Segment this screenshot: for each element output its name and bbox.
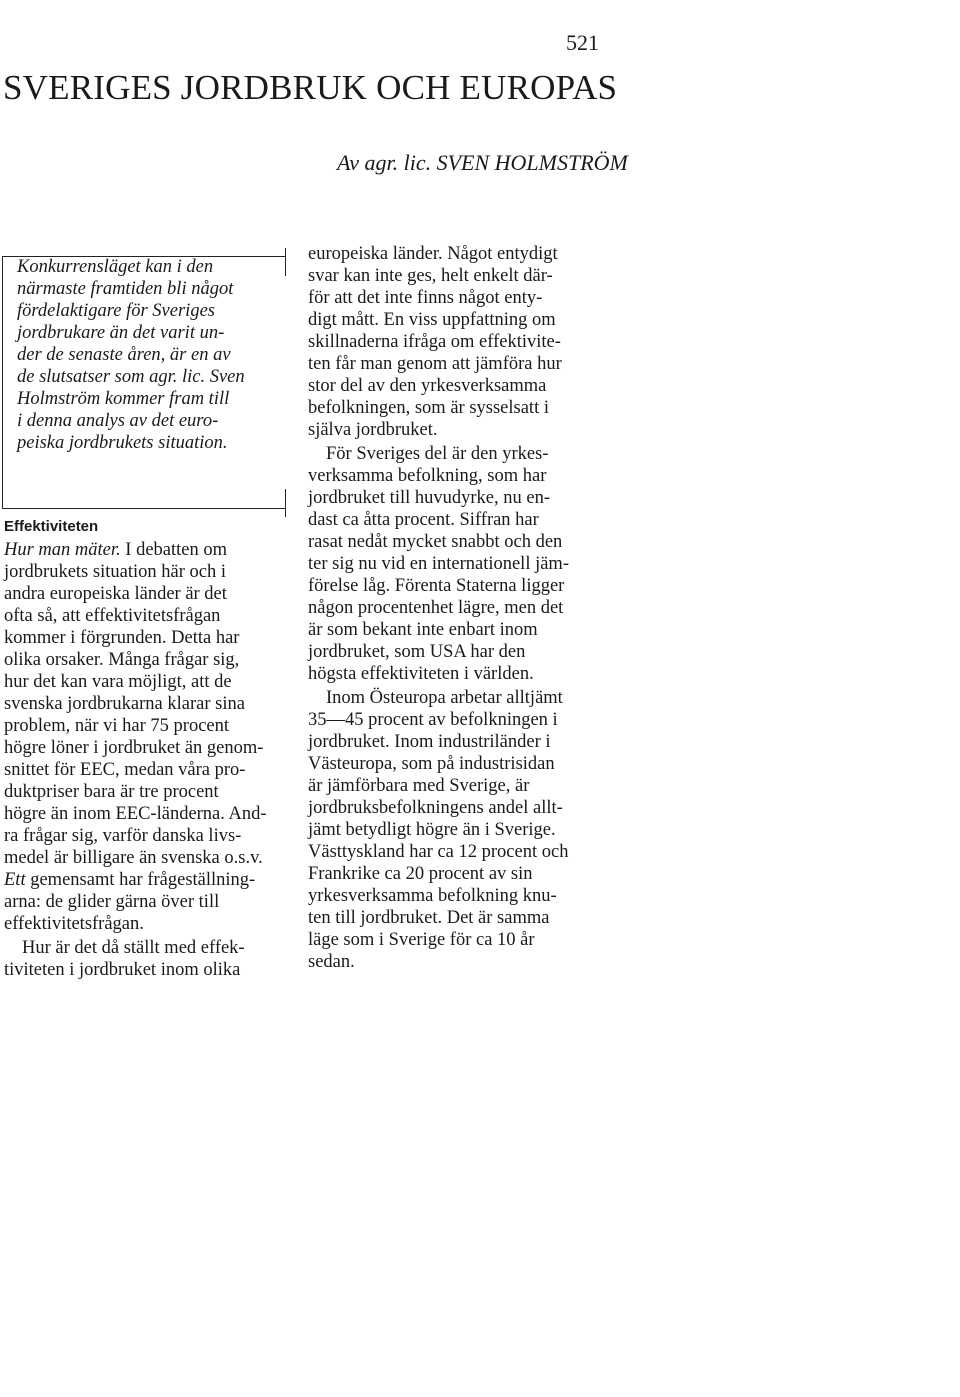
body-line: för att det inte finns något enty- [308,288,543,308]
ingress-line: peiska jordbrukets situation. [17,433,228,453]
ingress-line: der de senaste åren, är en av [17,345,231,365]
body-line: ter sig nu vid en internationell jäm- [308,554,569,574]
ingress-line: de slutsatser som agr. lic. Sven [17,367,245,387]
body-line: är jämförbara med Sverige, är [308,776,530,796]
body-line: tiviteten i jordbruket inom olika [4,960,241,980]
ingress-box-right-rule-top [285,248,286,276]
body-line: ofta så, att effektivitetsfrågan [4,606,221,626]
body-line: ten får man genom att jämföra hur [308,354,562,374]
body-line: dast ca åtta procent. Siffran har [308,510,539,530]
body-line: själva jordbruket. [308,420,438,440]
body-line: någon procentenhet lägre, men det [308,598,564,618]
ingress-line: jordbrukare än det varit un- [17,323,225,343]
body-line: andra europeiska länder är det [4,584,227,604]
body-line: verksamma befolkning, som har [308,466,547,486]
body-line: rasat nedåt mycket snabbt och den [308,532,563,552]
body-line: europeiska länder. Något entydigt [308,244,558,264]
run-in-lead: Hur man mäter. [4,540,121,560]
ingress-line: närmaste framtiden bli något [17,279,234,299]
body-line: läge som i Sverige för ca 10 år [308,930,535,950]
body-line: jordbrukets situation här och i [4,562,226,582]
ingress-box-right-rule-bottom [285,489,286,517]
byline-prefix: Av agr. lic. [337,150,432,175]
body-line: ra frågar sig, varför danska livs- [4,826,242,846]
body-line: Västeuropa, som på industrisidan [308,754,555,774]
body-line: hur det kan vara möjligt, att de [4,672,232,692]
body-line: duktpriser bara är tre procent [4,782,219,802]
body-line: skillnaderna ifråga om effektivite- [308,332,561,352]
body-line: ten till jordbruket. Det är samma [308,908,550,928]
body-line: kommer i förgrunden. Detta har [4,628,240,648]
body-line: Hur man mäter. I debatten om [4,540,227,560]
body-line: Hur är det då ställt med effek- [22,938,245,958]
body-line: jämt betydligt högre än i Sverige. [308,820,556,840]
body-line: jordbruket. Inom industriländer i [308,732,551,752]
body-line: jordbruket, som USA har den [308,642,526,662]
body-line: yrkesverksamma befolkning knu- [308,886,557,906]
emphasis-word: Ett [4,870,26,890]
body-line: Ett gemensamt har frågeställning- [4,870,256,890]
body-line: För Sveriges del är den yrkes- [326,444,549,464]
body-line: högsta effektiviteten i världen. [308,664,534,684]
body-line: stor del av den yrkesverksamma [308,376,547,396]
body-line: jordbruket till huvudyrke, nu en- [308,488,550,508]
ingress-line: fördelaktigare för Sveriges [17,301,215,321]
article-title: SVERIGES JORDBRUK OCH EUROPAS [3,68,618,107]
body-line: sedan. [308,952,355,972]
ingress-line: Konkurrensläget kan i den [17,257,214,277]
body-line: medel är billigare än svenska o.s.v. [4,848,263,868]
body-line: digt mått. En viss uppfattning om [308,310,556,330]
section-heading: Effektiviteten [4,518,99,535]
ingress-line: Holmström kommer fram till [17,389,230,409]
byline [337,150,628,176]
body-line: olika orsaker. Många frågar sig, [4,650,240,670]
body-line: Inom Östeuropa arbetar alltjämt [326,688,563,708]
body-line: högre löner i jordbruket än genom- [4,738,264,758]
body-line: problem, när vi har 75 procent [4,716,230,736]
body-line: svenska jordbrukarna klarar sina [4,694,245,714]
body-line: befolkningen, som är sysselsatt i [308,398,549,418]
body-line: förelse låg. Förenta Staterna ligger [308,576,565,596]
ingress-box [2,256,286,509]
body-line: Frankrike ca 20 procent av sin [308,864,533,884]
byline-author: SVEN HOLMSTRÖM [436,150,628,175]
body-line: 35—45 procent av befolkningen i [308,710,558,730]
body-line: svar kan inte ges, helt enkelt där- [308,266,553,286]
body-line: Västtyskland har ca 12 procent och [308,842,569,862]
body-line: effektivitetsfrågan. [4,914,144,934]
ingress-line: i denna analys av det euro- [17,411,219,431]
page-number: 521 [566,30,599,55]
body-line: jordbruksbefolkningens andel allt- [308,798,563,818]
body-line: snittet för EEC, medan våra pro- [4,760,246,780]
body-line: arna: de glider gärna över till [4,892,220,912]
body-line: är som bekant inte enbart inom [308,620,538,640]
body-line: högre än inom EEC-länderna. And- [4,804,267,824]
